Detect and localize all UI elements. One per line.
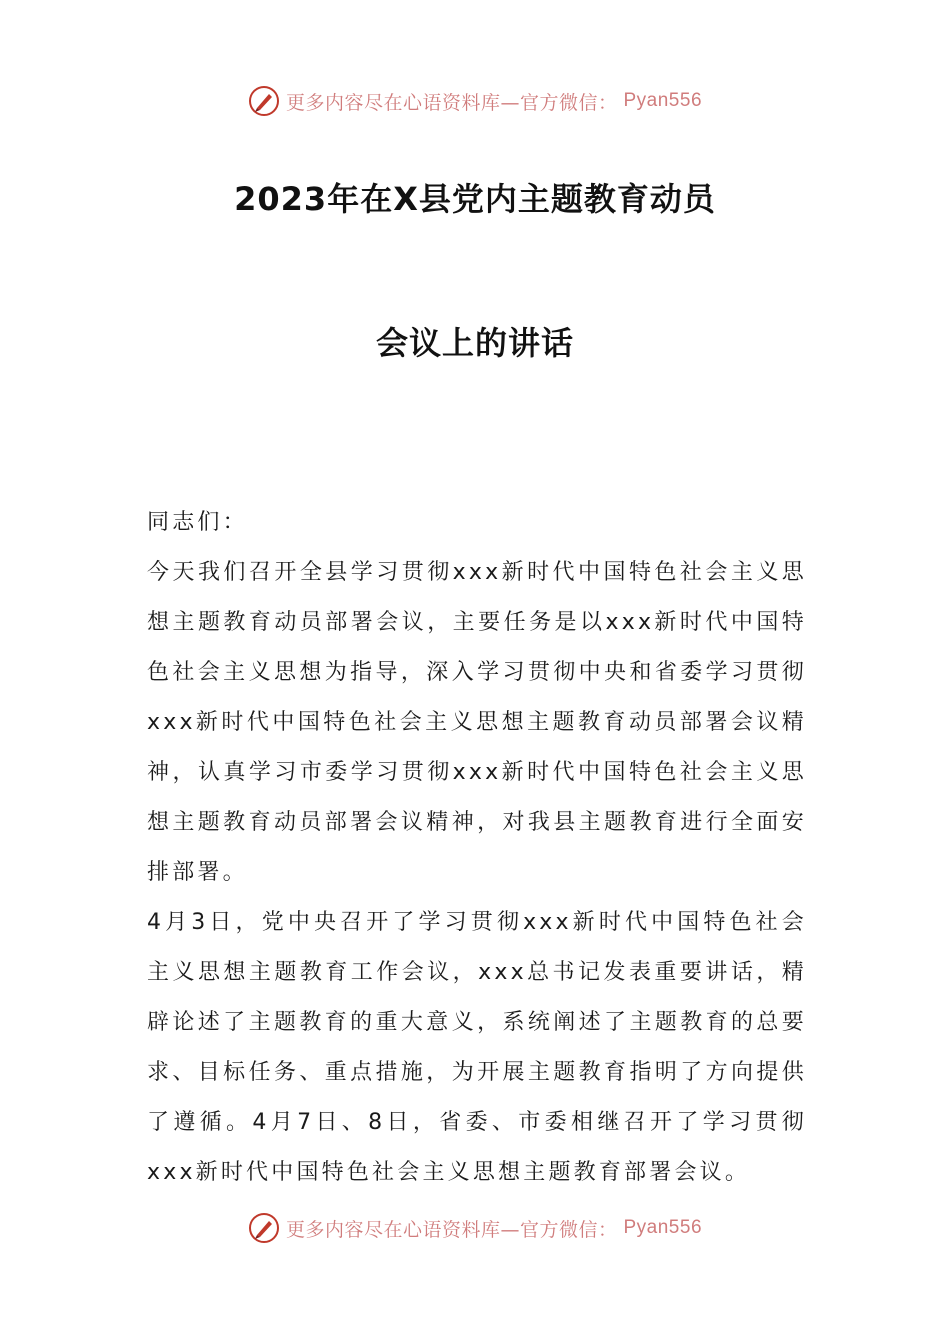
pen-logo-icon — [248, 1212, 280, 1244]
watermark-contact: Pyan556 — [623, 1217, 703, 1238]
watermark-text: 更多内容尽在心语资料库—官方微信： — [285, 91, 618, 114]
paragraph: 今天我们召开全县学习贯彻xxx新时代中国特色社会主义思想主题教育动员部署会议，主要任务是以xxx新时代中国特色社会主义思想为指导，深入学习贯彻中央和省委学习贯彻xxx新时代中国特色社会主义思想主题教育动员部署会议精神，认真学习市委学习贯彻xxx新时代中国特色社会主义思想主题教育动员部署会议精神，对我县主题教育进行全面安排部署。 — [147, 560, 807, 885]
pen-logo-icon — [248, 85, 280, 117]
document-title-line-1: 2023年在X县党内主题教育动员 — [234, 180, 716, 218]
watermark-contact: Pyan556 — [623, 90, 703, 111]
document-title-line-2: 会议上的讲话 — [375, 324, 574, 362]
watermark-text: 更多内容尽在心语资料库—官方微信： — [285, 1218, 618, 1241]
watermark-footer — [0, 1212, 950, 1244]
paragraph: 4月3日，党中央召开了学习贯彻xxx新时代中国特色社会主义思想主题教育工作会议，xxx总书记发表重要讲话，精辟论述了主题教育的重大意义，系统阐述了主题教育的总要求、目标任务、重点措施，为开展主题教育指明了方向提供了遵循。4月7日、8日，省委、市委相继召开了学习贯彻xxx新时代中国特色社会主义思想主题教育部署会议。 — [147, 910, 807, 1185]
salutation: 同志们： — [147, 510, 248, 535]
document-body — [147, 498, 807, 1198]
watermark-header — [0, 85, 950, 117]
